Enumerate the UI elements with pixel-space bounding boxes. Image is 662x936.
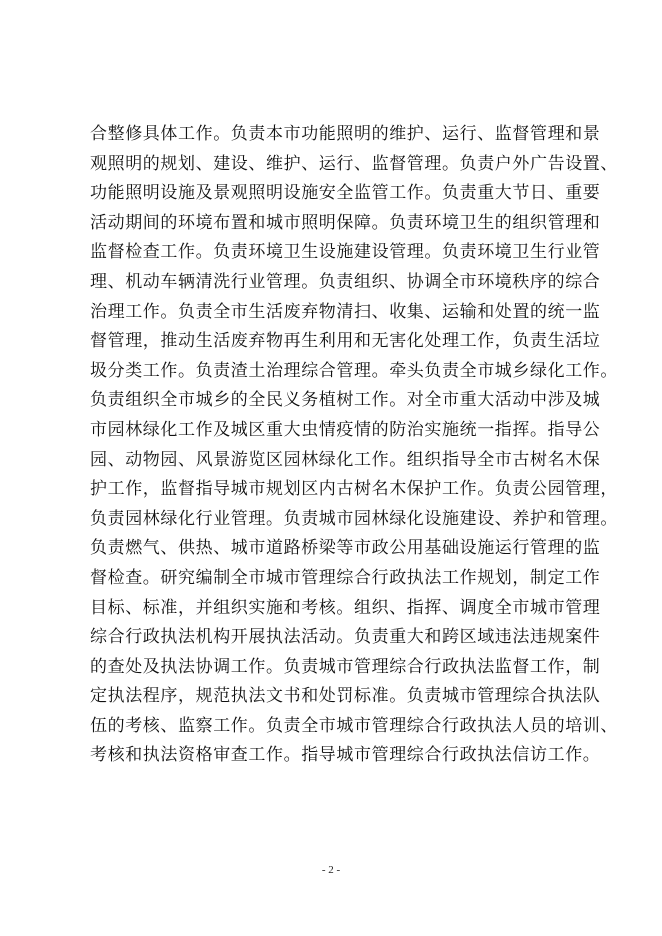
text-line-2: 观照明的规划、建设、维护、运行、监督管理。负责户外广告设置、 bbox=[90, 153, 618, 174]
text-line-9: 圾分类工作。负责渣土治理综合管理。牵头负责全市城乡绿化工作。 bbox=[90, 360, 618, 381]
text-line-3: 功能照明设施及景观照明设施安全监管工作。负责重大节日、重要 bbox=[90, 183, 601, 204]
text-line-15: 负责燃气、供热、城市道路桥梁等市政公用基础设施运行管理的监 bbox=[90, 538, 601, 559]
text-line-20: 定执法程序，规范执法文书和处罚标准。负责城市管理综合执法队 bbox=[90, 686, 601, 707]
text-line-13: 护工作，监督指导城市规划区内古树名木保护工作。负责公园管理， bbox=[90, 479, 618, 500]
text-line-19: 的查处及执法协调工作。负责城市管理综合行政执法监督工作，制 bbox=[90, 656, 601, 677]
text-line-18: 综合行政执法机构开展执法活动。负责重大和跨区域违法违规案件 bbox=[90, 627, 601, 648]
text-line-14: 负责园林绿化行业管理。负责城市园林绿化设施建设、养护和管理。 bbox=[90, 508, 618, 529]
text-line-12: 园、动物园、风景游览区园林绿化工作。组织指导全市古树名木保 bbox=[90, 449, 601, 470]
page-number: - 2 - bbox=[321, 864, 341, 876]
text-line-11: 市园林绿化工作及城区重大虫情疫情的防治实施统一指挥。指导公 bbox=[90, 419, 601, 440]
text-line-1: 合整修具体工作。负责本市功能照明的维护、运行、监督管理和景 bbox=[90, 124, 601, 144]
text-line-4: 活动期间的环境布置和城市照明保障。负责环境卫生的组织管理和 bbox=[90, 212, 601, 233]
text-line-5: 监督检查工作。负责环境卫生设施建设管理。负责环境卫生行业管 bbox=[90, 242, 601, 263]
text-line-22: 考核和执法资格审查工作。指导城市管理综合行政执法信访工作。 bbox=[90, 745, 601, 766]
text-line-7: 治理工作。负责全市生活废弃物清扫、收集、运输和处置的统一监 bbox=[90, 301, 601, 322]
body-paragraph bbox=[90, 120, 618, 771]
text-line-16: 督检查。研究编制全市城市管理综合行政执法工作规划，制定工作 bbox=[90, 567, 601, 588]
text-line-8: 督管理，推动生活废弃物再生利用和无害化处理工作，负责生活垃 bbox=[90, 331, 601, 352]
text-line-6: 理、机动车辆清洗行业管理。负责组织、协调全市环境秩序的综合 bbox=[90, 271, 601, 292]
text-line-17: 目标、标准，并组织实施和考核。组织、指挥、调度全市城市管理 bbox=[90, 597, 601, 618]
text-line-21: 伍的考核、监察工作。负责全市城市管理综合行政执法人员的培训、 bbox=[90, 715, 618, 736]
text-line-10: 负责组织全市城乡的全民义务植树工作。对全市重大活动中涉及城 bbox=[90, 390, 601, 411]
